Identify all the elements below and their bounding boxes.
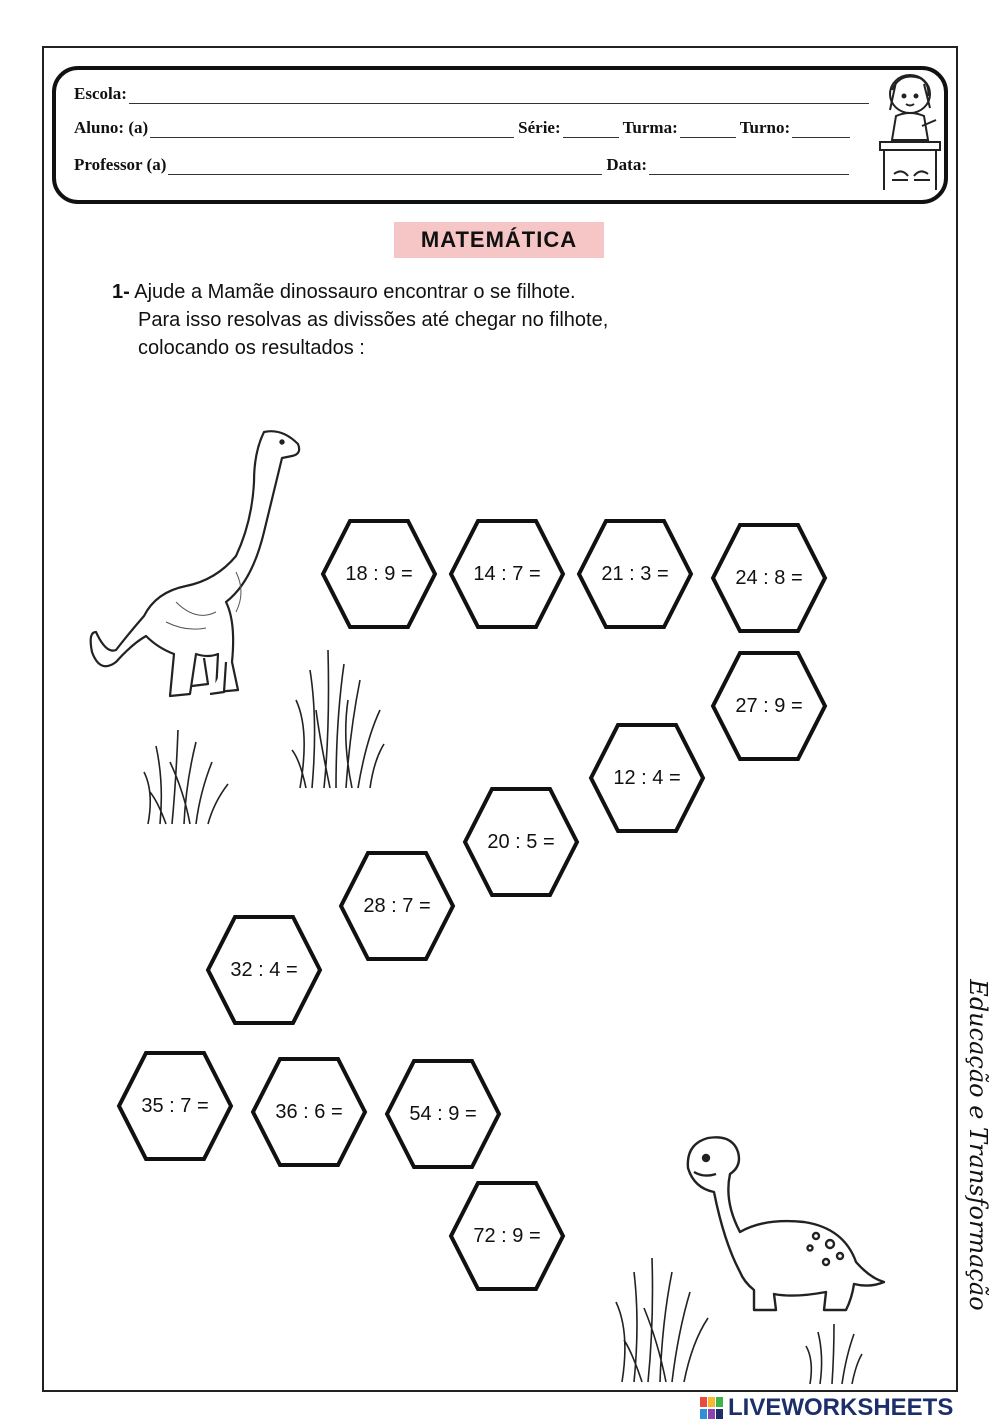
division-hexagon[interactable]: [338, 850, 456, 962]
professor-field[interactable]: [168, 159, 602, 175]
aluno-field[interactable]: [150, 122, 514, 138]
division-hexagon[interactable]: [448, 518, 566, 630]
grass-tuft-icon: [290, 640, 386, 790]
page-title: MATEMÁTICA: [394, 222, 604, 258]
division-hexagon[interactable]: [205, 914, 323, 1026]
division-hexagon[interactable]: [384, 1058, 502, 1170]
grass-tuft-icon: [804, 1320, 864, 1386]
division-problem: 35 : 7 =: [141, 1094, 209, 1117]
escola-row: [74, 84, 873, 104]
data-field[interactable]: [649, 159, 849, 175]
division-hexagon[interactable]: [462, 786, 580, 898]
division-problem: 18 : 9 =: [345, 562, 413, 585]
division-problem: 28 : 7 =: [363, 894, 431, 917]
aluno-row: [74, 118, 854, 138]
division-problem: 24 : 8 =: [735, 566, 803, 589]
serie-label: Série:: [518, 118, 561, 137]
turno-label: Turno:: [739, 118, 791, 137]
division-problem: 12 : 4 =: [613, 766, 681, 789]
division-problem: 20 : 5 =: [487, 830, 555, 853]
grass-tuft-icon: [140, 722, 232, 826]
instructions: [112, 278, 608, 362]
division-problem: 36 : 6 =: [275, 1100, 343, 1123]
aluno-label: Aluno: (a): [74, 118, 149, 137]
division-hexagon[interactable]: [116, 1050, 234, 1162]
question-number: 1-: [112, 281, 130, 303]
division-problem: 54 : 9 =: [409, 1102, 477, 1125]
liveworksheets-logo-icon: [700, 1397, 724, 1419]
instruction-line-1: [112, 278, 608, 306]
instruction-line-2: Para isso resolvas as divissões até chegar no filhote,: [138, 309, 609, 331]
mother-dinosaur-image: [86, 422, 308, 712]
division-hexagon[interactable]: [576, 518, 694, 630]
instruction-text-1: Ajude a Mamãe dinossauro encontrar o se filhote.: [134, 281, 576, 303]
division-hexagon[interactable]: [250, 1056, 368, 1168]
turno-field[interactable]: [792, 122, 850, 138]
professor-label: Professor (a): [74, 155, 167, 174]
side-caption: [962, 940, 992, 1350]
footer-brand-text: LIVEWORKSHEETS: [728, 1394, 954, 1421]
serie-field[interactable]: [563, 122, 619, 138]
instruction-line-3: colocando os resultados :: [138, 337, 365, 359]
division-hexagon[interactable]: [588, 722, 706, 834]
professor-row: [74, 155, 853, 175]
side-caption-text: Educação e Transformação: [964, 979, 992, 1311]
division-problem: 14 : 7 =: [473, 562, 541, 585]
escola-field[interactable]: [129, 88, 869, 104]
division-hexagon[interactable]: [448, 1180, 566, 1292]
division-hexagon[interactable]: [320, 518, 438, 630]
footer-brand[interactable]: [700, 1393, 953, 1423]
data-label: Data:: [606, 155, 647, 174]
division-hexagon[interactable]: [710, 522, 828, 634]
turma-label: Turma:: [622, 118, 678, 137]
escola-label: Escola:: [74, 84, 127, 103]
division-problem: 21 : 3 =: [601, 562, 669, 585]
division-problem: 27 : 9 =: [735, 694, 803, 717]
division-problem: 32 : 4 =: [230, 958, 298, 981]
division-hexagon[interactable]: [710, 650, 828, 762]
division-problem: 72 : 9 =: [473, 1224, 541, 1247]
student-desk-icon: [874, 70, 946, 194]
baby-dinosaur-image: [684, 1132, 890, 1318]
turma-field[interactable]: [680, 122, 736, 138]
